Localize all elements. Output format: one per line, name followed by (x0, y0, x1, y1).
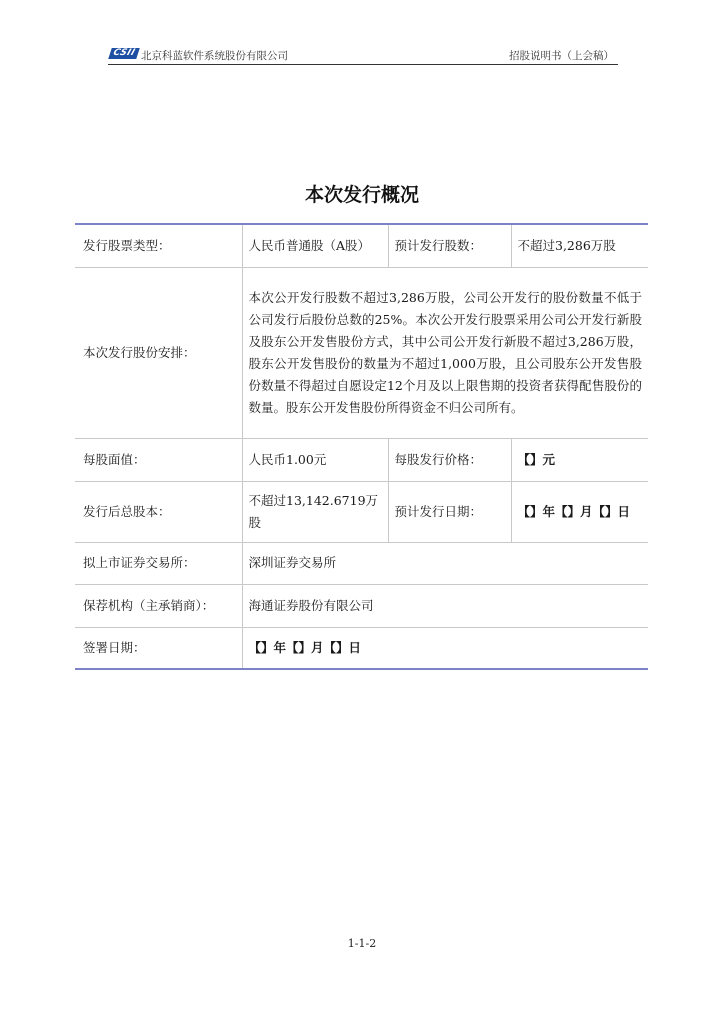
sponsor-label: 保荐机构（主承销商）： (75, 584, 242, 627)
total-capital-value: 不超过13,142.6719万股 (242, 481, 388, 542)
issue-price-label: 每股发行价格： (388, 438, 511, 481)
company-logo: CSII (108, 48, 140, 59)
header-document-name: 招股说明书（上会稿） (509, 50, 614, 62)
sign-date-label: 签署日期： (75, 627, 242, 669)
table-row (75, 224, 648, 267)
table-row (75, 542, 648, 584)
table-row (75, 584, 648, 627)
page-title: 本次发行概况 (304, 184, 419, 206)
page-header (108, 46, 618, 65)
arrangement-label: 本次发行股份安排： (75, 267, 242, 438)
sign-date-value: 【】年【】月【】日 (248, 639, 362, 655)
total-capital-label: 发行后总股本： (75, 481, 242, 542)
offering-summary-table (75, 223, 648, 670)
table-row (75, 481, 648, 542)
par-value-label: 每股面值： (75, 438, 242, 481)
table-row (75, 438, 648, 481)
table-row (75, 627, 648, 669)
arrangement-value: 本次公开发行股数不超过3,286万股，公司公开发行的股份数量不低于公司发行后股份总数的25%。本次公开发行股票采用公司公开发行新股及股东公开发售股份方式，其中公司公开发行新股不超过3,286万股，股东公开发售股份的数量为不超过1,000万股，且公司股东公开发售股份数量不得超过自愿设定12个月及以上限售期的投资者获得配售股份的数量。股东公开发售股份所得资金不归公司所有。 (242, 267, 648, 438)
par-value-value: 人民币1.00元 (242, 438, 388, 481)
page-number: 1-1-2 (347, 937, 377, 950)
planned-shares-value: 不超过3,286万股 (511, 224, 648, 267)
stock-type-label: 发行股票类型： (75, 224, 242, 267)
table-row (75, 267, 648, 438)
issue-price-value: 【】元 (511, 438, 648, 481)
exchange-label: 拟上市证券交易所： (75, 542, 242, 584)
exchange-value: 深圳证券交易所 (242, 542, 648, 584)
issue-date-value: 【】年【】月【】日 (511, 481, 648, 542)
planned-shares-label: 预计发行股数： (388, 224, 511, 267)
issue-date-label: 预计发行日期： (388, 481, 511, 542)
header-company-name: 北京科蓝软件系统股份有限公司 (141, 50, 288, 62)
stock-type-value: 人民币普通股（A股） (242, 224, 388, 267)
sponsor-value: 海通证券股份有限公司 (242, 584, 648, 627)
